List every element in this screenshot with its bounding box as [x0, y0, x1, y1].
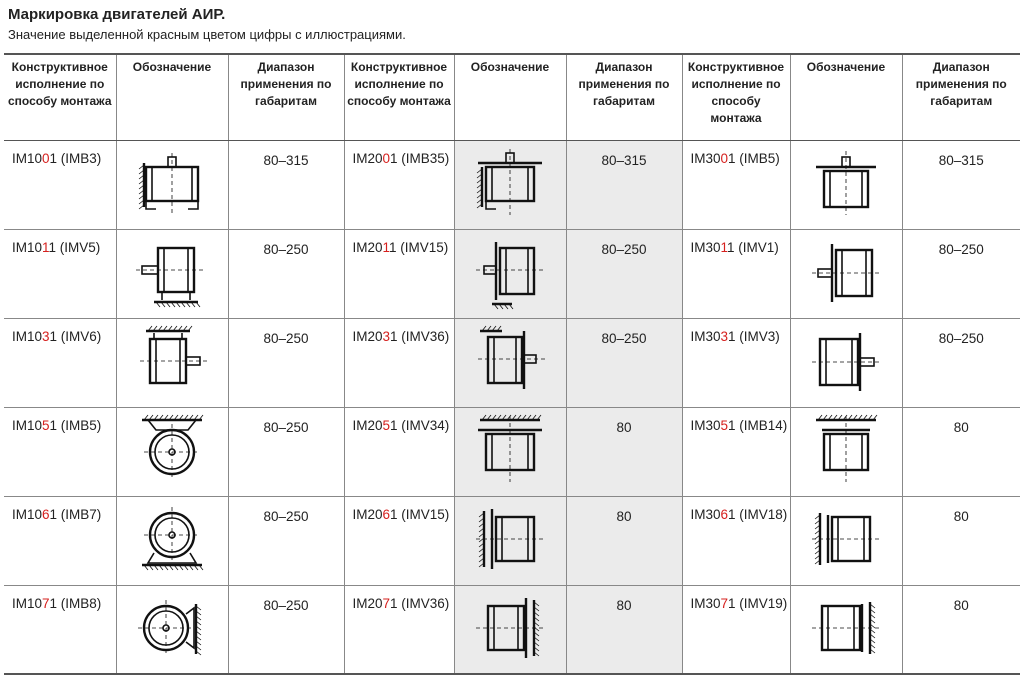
foot-flange-motor-icon — [462, 145, 558, 221]
code-suffix: 1 (IMV36) — [390, 328, 450, 344]
code-highlight-digit: 7 — [42, 595, 50, 611]
code-prefix: IM10 — [12, 595, 43, 611]
size-range: 80 — [902, 407, 1020, 496]
header-designation: Обозначение — [790, 54, 902, 140]
designation-code — [682, 407, 790, 496]
code-prefix: IM30 — [690, 150, 721, 166]
designation-code — [4, 318, 116, 407]
mounting-illustration-cell — [116, 229, 228, 318]
size-range: 80–315 — [902, 140, 1020, 229]
wall-flange-motor-right-icon — [462, 590, 558, 666]
page-subtitle: Значение выделенной красным цветом цифры с иллюстрациями. — [8, 27, 406, 42]
designation-code — [682, 229, 790, 318]
code-suffix: 1 (IMV34) — [390, 417, 450, 433]
table-row — [4, 496, 1020, 585]
code-highlight-digit: 6 — [720, 506, 729, 522]
header-designation: Обозначение — [454, 54, 566, 140]
code-prefix: IM20 — [352, 239, 383, 255]
page-title: Маркировка двигателей АИР. — [8, 6, 226, 23]
header-designation: Обозначение — [116, 54, 228, 140]
size-range: 80 — [902, 496, 1020, 585]
header-range: Диапазон применения по габаритам — [228, 54, 344, 140]
mounting-illustration-cell — [454, 496, 566, 585]
table-header-row — [4, 54, 1020, 140]
code-suffix: 1 (IMV6) — [49, 328, 102, 344]
code-highlight-digit: 0 — [720, 150, 729, 166]
code-prefix: IM10 — [12, 239, 43, 255]
designation-code — [344, 407, 454, 496]
designation-code — [682, 496, 790, 585]
code-suffix: 1 (IMV36) — [390, 595, 450, 611]
wall-motor-end-icon — [124, 590, 220, 666]
mounting-illustration-cell — [454, 229, 566, 318]
mounting-illustration-cell — [790, 140, 902, 229]
header-mounting: Конструктивное исполнение по способу монтажа — [682, 54, 790, 140]
table-row — [4, 229, 1020, 318]
code-suffix: 1 (IMB5) — [49, 417, 102, 433]
wall-motor-shaft-left-icon — [124, 234, 220, 310]
code-prefix: IM10 — [12, 150, 43, 166]
mounting-illustration-cell — [116, 407, 228, 496]
code-highlight-digit: 3 — [42, 328, 50, 344]
mounting-illustration-cell — [790, 407, 902, 496]
floor-motor-end-icon — [124, 501, 220, 577]
code-highlight-digit: 5 — [720, 417, 729, 433]
wall-motor-shaft-right-icon — [124, 323, 220, 399]
table-row — [4, 585, 1020, 674]
flange-motor-shaft-left-icon — [798, 234, 894, 310]
mounting-illustration-cell — [116, 140, 228, 229]
size-range: 80–250 — [902, 229, 1020, 318]
code-prefix: IM30 — [690, 595, 721, 611]
mounting-illustration-cell — [790, 229, 902, 318]
code-highlight-digit: 6 — [382, 506, 391, 522]
size-range: 80–250 — [566, 229, 682, 318]
table-row — [4, 140, 1020, 229]
size-range: 80 — [902, 585, 1020, 674]
code-suffix: 1 (IMV15) — [389, 239, 449, 255]
code-suffix: 1 (IMV5) — [48, 239, 101, 255]
code-highlight-digit: 7 — [720, 595, 729, 611]
code-prefix: IM20 — [352, 328, 383, 344]
code-suffix: 1 (IMB5) — [728, 150, 780, 166]
designation-code — [4, 229, 116, 318]
code-highlight-digit: 3 — [382, 328, 391, 344]
code-prefix: IM20 — [352, 417, 383, 433]
mounting-illustration-cell — [790, 496, 902, 585]
code-highlight-digit: 7 — [382, 595, 391, 611]
code-prefix: IM10 — [12, 328, 43, 344]
code-prefix: IM10 — [12, 506, 43, 522]
wall-small-flange-motor-left-icon — [798, 501, 894, 577]
designation-code — [344, 496, 454, 585]
designation-code — [682, 140, 790, 229]
size-range: 80–250 — [228, 318, 344, 407]
code-suffix: 1 (IMV15) — [390, 506, 450, 522]
designation-code — [4, 140, 116, 229]
code-prefix: IM30 — [690, 417, 721, 433]
code-prefix: IM10 — [12, 417, 43, 433]
designation-code — [344, 318, 454, 407]
size-range: 80–315 — [566, 140, 682, 229]
code-highlight-digit: 5 — [382, 417, 391, 433]
code-highlight-digit: 1 — [382, 239, 390, 255]
header-range: Диапазон применения по габаритам — [902, 54, 1020, 140]
code-highlight-digit: 6 — [42, 506, 50, 522]
wall-flange-motor-shaft-left-icon — [462, 234, 558, 310]
mounting-illustration-cell — [116, 318, 228, 407]
mounting-illustration-cell — [454, 140, 566, 229]
designation-code — [4, 585, 116, 674]
header-mounting: Конструктивное исполнение по способу монтажа — [4, 54, 116, 140]
size-range: 80 — [566, 585, 682, 674]
code-suffix: 1 (IMB8) — [49, 595, 102, 611]
mounting-illustration-cell — [790, 585, 902, 674]
flange-motor-shaft-right-icon — [798, 323, 894, 399]
code-prefix: IM30 — [690, 506, 721, 522]
size-range: 80 — [566, 407, 682, 496]
code-suffix: 1 (IMB7) — [49, 506, 102, 522]
motor-marking-table — [4, 53, 1020, 675]
size-range: 80–250 — [228, 585, 344, 674]
code-suffix: 1 (IMV18) — [728, 506, 788, 522]
code-highlight-digit: 1 — [720, 239, 728, 255]
mounting-illustration-cell — [116, 496, 228, 585]
size-range: 80–315 — [228, 140, 344, 229]
code-prefix: IM30 — [690, 239, 721, 255]
designation-code — [344, 585, 454, 674]
code-suffix: 1 (IMV1) — [727, 239, 779, 255]
designation-code — [4, 496, 116, 585]
designation-code — [682, 585, 790, 674]
code-prefix: IM20 — [352, 150, 383, 166]
designation-code — [4, 407, 116, 496]
ceiling-small-flange-motor-icon — [798, 412, 894, 488]
code-highlight-digit: 1 — [42, 239, 49, 255]
code-prefix: IM30 — [690, 328, 721, 344]
code-suffix: 1 (IMB35) — [390, 150, 450, 166]
code-prefix: IM20 — [352, 506, 383, 522]
designation-code — [344, 140, 454, 229]
wall-flange-motor-shaft-right-icon — [462, 323, 558, 399]
code-prefix: IM20 — [352, 595, 383, 611]
size-range: 80–250 — [566, 318, 682, 407]
designation-code — [682, 318, 790, 407]
code-highlight-digit: 0 — [42, 150, 50, 166]
mounting-illustration-cell — [454, 407, 566, 496]
mounting-illustration-cell — [790, 318, 902, 407]
header-range: Диапазон применения по габаритам — [566, 54, 682, 140]
size-range: 80–250 — [228, 496, 344, 585]
code-highlight-digit: 3 — [720, 328, 729, 344]
size-range: 80–250 — [228, 229, 344, 318]
mounting-illustration-cell — [454, 585, 566, 674]
mounting-illustration-cell — [454, 318, 566, 407]
flange-motor-icon — [798, 145, 894, 221]
table-row — [4, 318, 1020, 407]
header-mounting: Конструктивное исполнение по способу монтажа — [344, 54, 454, 140]
foot-motor-icon — [124, 145, 220, 221]
code-highlight-digit: 0 — [382, 150, 391, 166]
code-suffix: 1 (IMB14) — [728, 417, 788, 433]
code-suffix: 1 (IMV19) — [728, 595, 788, 611]
ceiling-flange-motor-icon — [462, 412, 558, 488]
code-highlight-digit: 5 — [42, 417, 50, 433]
size-range: 80–250 — [228, 407, 344, 496]
designation-code — [344, 229, 454, 318]
ceiling-motor-end-icon — [124, 412, 220, 488]
table-row — [4, 407, 1020, 496]
mounting-illustration-cell — [116, 585, 228, 674]
size-range: 80 — [566, 496, 682, 585]
size-range: 80–250 — [902, 318, 1020, 407]
wall-small-flange-motor-right-icon — [798, 590, 894, 666]
code-suffix: 1 (IMB3) — [49, 150, 102, 166]
code-suffix: 1 (IMV3) — [728, 328, 780, 344]
wall-flange-motor-left-icon — [462, 501, 558, 577]
